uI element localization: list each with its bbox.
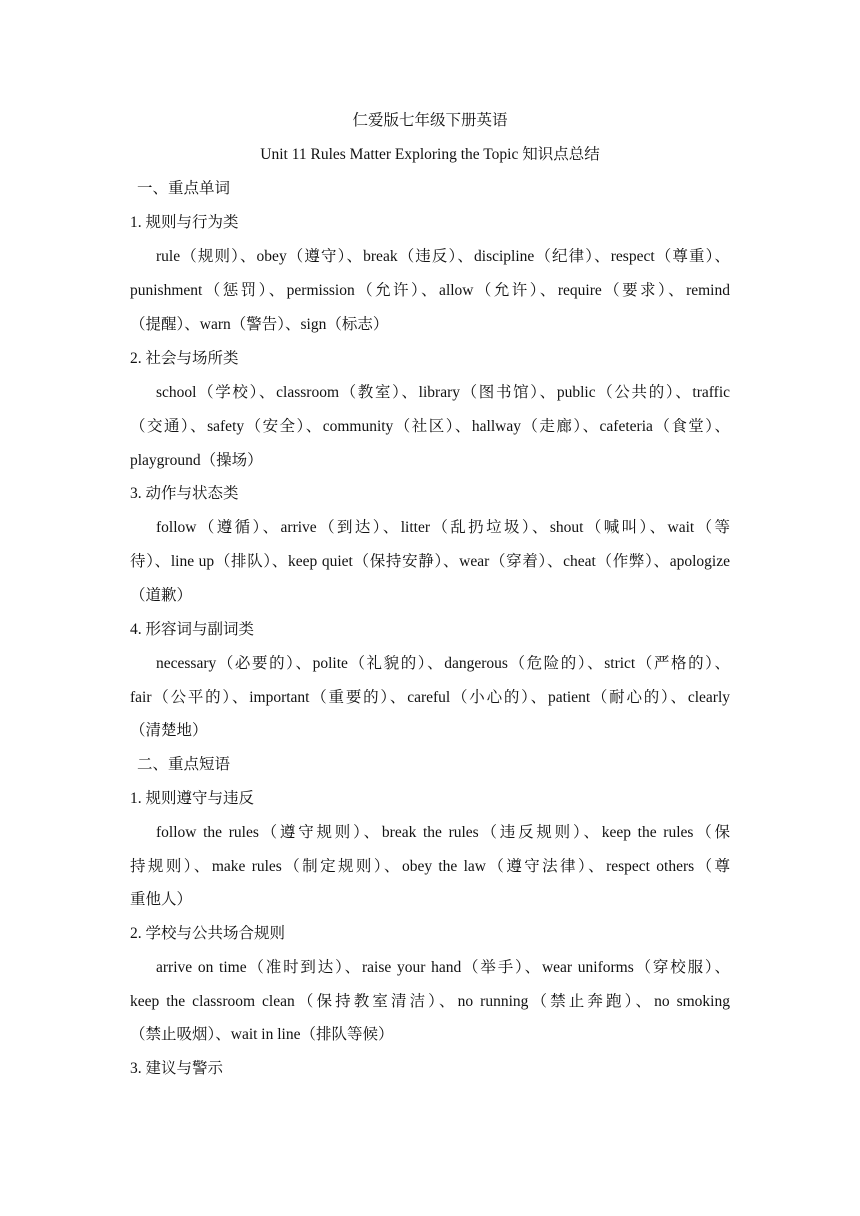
paragraph-line: （提醒）、warn（警告）、sign（标志） <box>130 316 389 333</box>
paragraph-line: （道歉） <box>130 587 193 604</box>
paragraph-line: rule（规则）、obey（遵守）、break（违反）、discipline（纪律）、respect（尊重）、 <box>156 248 730 265</box>
paragraph-line: （清楚地） <box>130 722 208 739</box>
paragraph-line: playground（操场） <box>130 452 263 469</box>
paragraph-line: necessary（必要的）、polite（礼貌的）、dangerous（危险的）、strict（严格的）、 <box>156 655 730 672</box>
paragraph-line: （交通）、safety（安全）、community（社区）、hallway（走廊）、cafeteria（食堂）、 <box>130 418 730 435</box>
paragraph-line: keep the classroom clean（保持教室清洁）、no running（禁止奔跑）、no smoking <box>130 993 730 1010</box>
paragraph-line: 重他人） <box>130 891 193 908</box>
paragraph-line: follow（遵循）、arrive（到达）、litter（乱扔垃圾）、shout（喊叫）、wait（等 <box>156 519 730 536</box>
group-heading-advice-warnings: 3. 建议与警示 <box>130 1060 224 1077</box>
paragraph-line: arrive on time（准时到达）、raise your hand（举手）、wear uniforms（穿校服）、 <box>156 959 730 976</box>
section-heading-phrases: 二、重点短语 <box>137 756 231 773</box>
document-title-en: Unit 11 Rules Matter Exploring the Topic 知识点总结 <box>260 146 600 163</box>
group-heading-school-public-rules: 2. 学校与公共场合规则 <box>130 925 286 942</box>
group-heading-rules-behavior: 1. 规则与行为类 <box>130 214 239 231</box>
paragraph-line: 持规则）、make rules（制定规则）、obey the law（遵守法律）、respect others（尊 <box>130 858 730 875</box>
group-heading-adjectives-adverbs: 4. 形容词与副词类 <box>130 621 255 638</box>
document-title-cn: 仁爱版七年级下册英语 <box>352 112 508 129</box>
paragraph-line: punishment（惩罚）、permission（允许）、allow（允许）、require（要求）、remind <box>130 282 730 299</box>
paragraph-line: fair（公平的）、important（重要的）、careful（小心的）、patient（耐心的）、clearly <box>130 689 730 706</box>
group-heading-society-places: 2. 社会与场所类 <box>130 350 239 367</box>
paragraph-line: follow the rules（遵守规则）、break the rules（违反规则）、keep the rules（保 <box>156 824 730 841</box>
section-heading-vocabulary: 一、重点单词 <box>137 180 231 197</box>
paragraph-line: 待）、line up（排队）、keep quiet（保持安静）、wear（穿着）、cheat（作弊）、apologize <box>130 553 730 570</box>
paragraph-line: （禁止吸烟）、wait in line（排队等候） <box>130 1026 394 1043</box>
group-heading-actions-states: 3. 动作与状态类 <box>130 485 239 502</box>
paragraph-line: school（学校）、classroom（教室）、library（图书馆）、public（公共的）、traffic <box>156 384 730 401</box>
group-heading-rule-compliance: 1. 规则遵守与违反 <box>130 790 255 807</box>
